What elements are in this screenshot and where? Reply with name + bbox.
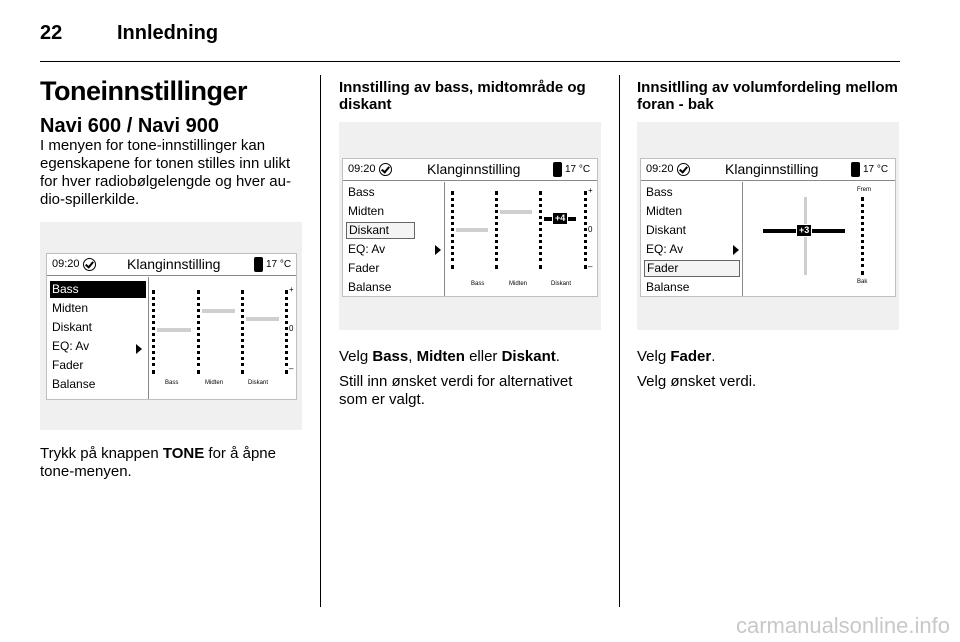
clock: 09:20 <box>348 163 376 175</box>
eq-scale <box>451 191 454 269</box>
eq-label-bass: Bass <box>471 281 485 287</box>
status-bar <box>343 159 597 181</box>
clock: 09:20 <box>52 258 80 270</box>
eq-scale <box>152 290 155 374</box>
screen-title: Klanginnstilling <box>127 256 221 272</box>
text-part: Trykk på knappen <box>40 445 163 462</box>
arrow-right-icon <box>136 344 142 354</box>
menu-item-balanse[interactable]: Balanse <box>646 280 690 294</box>
scale-minus: – <box>289 364 294 373</box>
intro-paragraph <box>40 137 315 209</box>
text-line: dio-spillerkilde. <box>40 191 140 208</box>
menu-item-bass[interactable]: Bass <box>646 185 673 199</box>
menu-item-bass[interactable]: Bass <box>348 185 375 199</box>
thermometer-icon <box>553 162 562 177</box>
thermometer-icon <box>254 257 263 272</box>
thermometer-icon <box>851 162 860 177</box>
eq-scale <box>197 290 200 374</box>
text-part: , <box>408 348 417 365</box>
tone-button-paragraph <box>40 445 315 481</box>
heading-line: diskant <box>339 96 392 113</box>
text-part: eller <box>464 348 502 365</box>
bass-heading <box>339 79 614 113</box>
text-line <box>40 445 315 463</box>
menu-item-diskant[interactable]: Diskant <box>52 320 93 334</box>
eq-level-bar <box>157 328 191 332</box>
text-part: Velg <box>339 348 373 365</box>
text-part: for å åpne <box>204 445 276 462</box>
text-line: egenskapene for tonen stilles inn ulikt <box>40 155 291 172</box>
figure-fader-selected <box>637 122 899 330</box>
eq-level-bar <box>202 309 235 313</box>
check-icon <box>379 163 392 176</box>
eq-value-badge: +4 <box>552 212 568 225</box>
scale-minus: – <box>588 262 593 271</box>
heading-line: Innstilling av bass, midtområde og <box>339 79 586 96</box>
menu-item-eq[interactable]: EQ: Av <box>52 339 90 353</box>
eq-level-bar <box>500 210 532 214</box>
eq-level-bar <box>456 228 488 232</box>
menu-item-eq[interactable]: EQ: Av <box>348 242 386 256</box>
set-fader-value-paragraph <box>637 373 899 391</box>
heading-line: Innsitlling av volumfordeling mellom <box>637 79 898 96</box>
fader-front-label: Frem <box>857 187 871 193</box>
text-line: I menyen for tone-innstillinger kan <box>40 137 266 154</box>
menu-item-balanse[interactable]: Balanse <box>348 280 392 294</box>
display-screen <box>342 158 598 297</box>
eq-label-diskant: Diskant <box>248 380 269 386</box>
arrow-right-icon <box>733 245 739 255</box>
column-divider <box>320 75 321 607</box>
heading-line: foran - bak <box>637 96 714 113</box>
option-diskant: Diskant <box>501 348 556 365</box>
figure-bass-selected <box>40 222 302 430</box>
eq-scale <box>539 191 542 269</box>
scale-plus: + <box>588 186 593 195</box>
text-part: Velg <box>637 348 671 365</box>
tone-menu <box>47 277 149 399</box>
text-line: som er valgt. <box>339 391 425 408</box>
text-line: for hver radiobølgelengde og hver au- <box>40 173 291 190</box>
eq-label-midten: Midten <box>205 380 224 386</box>
eq-label-diskant: Diskant <box>551 281 572 287</box>
page-number: 22 <box>40 22 63 44</box>
status-bar <box>47 254 296 276</box>
scale-zero: 0 <box>289 324 294 333</box>
screen-title: Klanginnstilling <box>725 161 819 177</box>
temperature: 17 °C <box>863 164 889 175</box>
menu-item-balanse[interactable]: Balanse <box>52 377 96 391</box>
tone-menu <box>343 182 445 296</box>
eq-scale <box>495 191 498 269</box>
set-value-paragraph <box>339 373 614 409</box>
eq-label-midten: Midten <box>509 281 528 287</box>
tone-menu <box>641 182 743 296</box>
status-bar <box>641 159 895 181</box>
header-rule <box>40 61 900 62</box>
fader-back-label: Bak <box>857 279 868 285</box>
select-fader-paragraph <box>637 348 899 366</box>
chapter-title: Innledning <box>117 22 219 44</box>
menu-item-diskant[interactable]: Diskant <box>646 223 687 237</box>
text-part: . <box>711 348 716 365</box>
check-icon <box>677 163 690 176</box>
temperature: 17 °C <box>565 164 591 175</box>
option-midten: Midten <box>416 348 465 365</box>
menu-item-midten[interactable]: Midten <box>646 204 683 218</box>
temperature: 17 °C <box>266 259 292 270</box>
menu-item-diskant[interactable]: Diskant <box>346 222 415 239</box>
eq-label-bass: Bass <box>165 380 179 386</box>
eq-scale <box>285 290 288 374</box>
check-icon <box>83 258 96 271</box>
option-fader: Fader <box>670 348 712 365</box>
menu-item-eq[interactable]: EQ: Av <box>646 242 684 256</box>
menu-item-fader[interactable]: Fader <box>644 260 740 277</box>
menu-item-fader[interactable]: Fader <box>348 261 380 275</box>
menu-item-fader[interactable]: Fader <box>52 358 84 372</box>
text-line: Velg ønsket verdi. <box>637 373 757 390</box>
eq-level-bar <box>246 317 279 321</box>
watermark: carmanualsonline.info <box>735 613 950 638</box>
eq-scale <box>241 290 244 374</box>
text-part: . <box>555 348 560 365</box>
text-line: Still inn ønsket verdi for alternativet <box>339 373 573 390</box>
section-title: Toneinnstillinger <box>40 76 247 106</box>
scale-zero: 0 <box>588 225 593 234</box>
clock: 09:20 <box>646 163 674 175</box>
text-line: tone-menyen. <box>40 463 132 480</box>
eq-scale <box>584 191 587 269</box>
arrow-right-icon <box>435 245 441 255</box>
screen-title: Klanginnstilling <box>427 161 521 177</box>
menu-item-bass[interactable]: Bass <box>50 281 146 298</box>
subsection-title: Navi 600 / Navi 900 <box>40 115 220 137</box>
tone-button-name: TONE <box>162 445 205 462</box>
fader-heading <box>637 79 899 113</box>
option-bass: Bass <box>372 348 409 365</box>
column-divider <box>619 75 620 607</box>
select-band-paragraph <box>339 348 614 366</box>
menu-item-midten[interactable]: Midten <box>348 204 385 218</box>
display-screen <box>46 253 297 400</box>
display-screen <box>640 158 896 297</box>
scale-plus: + <box>289 285 294 294</box>
fader-scale <box>861 197 864 275</box>
fader-value-badge: +3 <box>796 224 812 237</box>
figure-diskant-selected <box>339 122 601 330</box>
menu-item-midten[interactable]: Midten <box>52 301 89 315</box>
